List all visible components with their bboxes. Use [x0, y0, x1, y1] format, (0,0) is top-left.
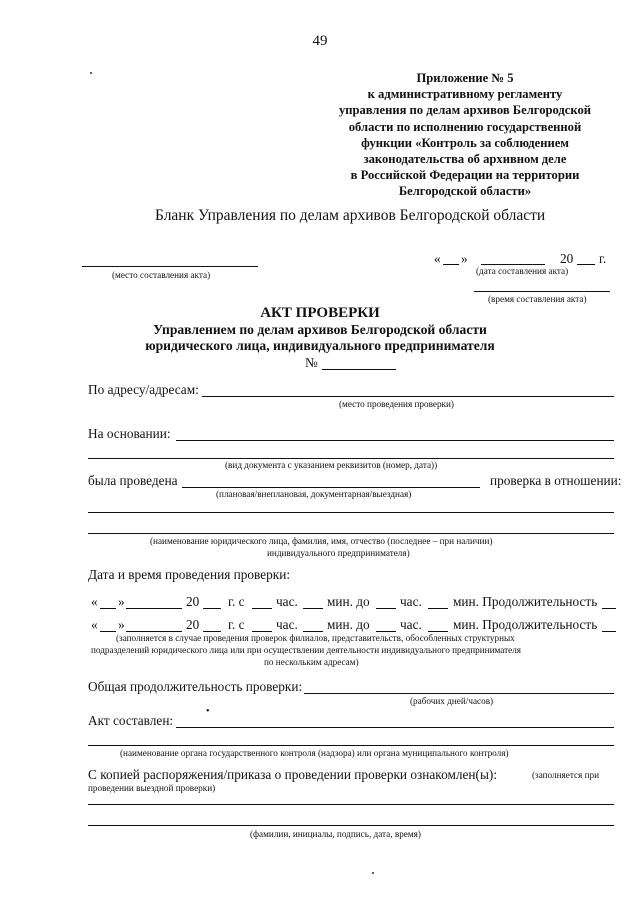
copy-note: (заполняется при: [532, 770, 599, 780]
row2-hour-from-line[interactable]: [252, 631, 272, 632]
row2-day-line[interactable]: [100, 631, 116, 632]
appendix-line: Приложение № 5: [416, 71, 514, 85]
month-line[interactable]: [481, 264, 545, 265]
act-subtitle: [0, 322, 640, 354]
quote-close: »: [461, 251, 468, 266]
entity-line-2[interactable]: [88, 533, 614, 534]
address-hint: (место проведения проверки): [339, 399, 454, 409]
year-line[interactable]: [577, 264, 595, 265]
datetime-label: Дата и время проведения проверки:: [88, 567, 291, 582]
row1-min-to: мин. до: [327, 594, 370, 609]
row2-month-line[interactable]: [126, 631, 182, 632]
row2-quote-open: «: [91, 617, 98, 632]
time-label: (время составления акта): [488, 294, 587, 304]
address-line[interactable]: [202, 396, 614, 397]
appendix-block: [300, 70, 630, 200]
page-number: 49: [312, 33, 328, 49]
appendix-line: в Российской Федерации на территории: [350, 168, 580, 183]
place-label: (место составления акта): [112, 270, 211, 280]
date-label: (дата составления акта): [476, 266, 569, 276]
conducted-hint: (плановая/внеплановая, документарная/выездная): [216, 489, 412, 499]
appendix-line: области по исполнению государственной: [348, 119, 582, 134]
basis-line-2[interactable]: [88, 458, 614, 459]
row1-duration-line[interactable]: [602, 608, 616, 609]
basis-label: На основании:: [88, 426, 171, 441]
row1-year-line[interactable]: [203, 608, 221, 609]
row1-quote-open: «: [91, 594, 98, 609]
row1-min-dur: мин. Продолжительность: [453, 594, 598, 609]
row2-year: 20: [186, 617, 200, 632]
entity-line-1[interactable]: [88, 512, 614, 513]
blank-title: Бланк Управления по делам архивов Белгородской области: [155, 207, 546, 224]
act-subtitle-line: Управлением по делам архивов Белгородской области: [153, 322, 487, 337]
place-line[interactable]: [82, 266, 258, 267]
total-label: Общая продолжительность проверки:: [88, 679, 303, 694]
quote-open: «: [434, 251, 441, 266]
row2-hour-to-line[interactable]: [376, 631, 396, 632]
row2-duration-line[interactable]: [602, 631, 616, 632]
act-number-line[interactable]: [322, 369, 396, 370]
act-hint: (наименование органа государственного контроля (надзора) или органа муниципального контроля): [120, 748, 509, 758]
basis-line-1[interactable]: [176, 440, 614, 441]
number-sign: №: [305, 355, 318, 370]
row1-month-line[interactable]: [126, 608, 182, 609]
appendix-line: функции «Контроль за соблюдением: [361, 135, 569, 150]
row1-hours2: час.: [400, 594, 422, 609]
act-subtitle-line: юридического лица, индивидуального предпринимателя: [145, 338, 495, 353]
row1-min-from-line[interactable]: [303, 608, 323, 609]
row1-hour-from-line[interactable]: [252, 608, 272, 609]
total-line[interactable]: [304, 693, 614, 694]
signature-hint: (фамилии, инициалы, подпись, дата, время): [250, 829, 421, 839]
basis-hint: (вид документа с указанием реквизитов (номер, дата)): [225, 460, 438, 470]
conducted-tail: проверка в отношении:: [490, 473, 622, 488]
row2-g-s: г. с: [228, 617, 245, 632]
appendix-line: управления по делам архивов Белгородской: [338, 103, 592, 118]
year-suffix: г.: [599, 251, 607, 266]
row2-min-from-line[interactable]: [303, 631, 323, 632]
copy-note: проведении выездной проверки): [88, 783, 216, 793]
row2-min-to: мин. до: [327, 617, 370, 632]
appendix-line: законодательства об архивном деле: [363, 152, 567, 167]
row1-min-to-line[interactable]: [428, 608, 448, 609]
row1-hours: час.: [276, 594, 298, 609]
row2-hours: час.: [276, 617, 298, 632]
day-line[interactable]: [443, 264, 459, 265]
branches-hint: подразделений юридического лица или при осуществлении деятельности индивидуального предпринимателя: [91, 645, 522, 655]
branches-hint: по нескольким адресам): [264, 657, 359, 667]
row1-day-line[interactable]: [100, 608, 116, 609]
branches-hint: (заполняется в случае проведения проверок филиалов, представительств, обособленных структурных: [116, 633, 515, 643]
scan-dot: [90, 72, 92, 74]
total-hint: (рабочих дней/часов): [410, 696, 494, 706]
row1-year: 20: [186, 594, 200, 609]
signature-line-1[interactable]: [88, 804, 614, 805]
act-label: Акт составлен:: [88, 713, 174, 728]
conducted-line[interactable]: [182, 487, 480, 488]
row2-year-line[interactable]: [203, 631, 221, 632]
entity-hint: (наименование юридического лица, фамилия, имя, отчество (последнее – при наличии): [150, 536, 493, 546]
appendix-line: к административному регламенту: [367, 87, 563, 102]
conducted-label: была проведена: [88, 473, 178, 488]
row2-hours2: час.: [400, 617, 422, 632]
signature-line-2[interactable]: [88, 825, 614, 826]
year-prefix: 20: [560, 251, 574, 266]
act-title: АКТ ПРОВЕРКИ: [260, 305, 380, 321]
appendix-line: Белгородской области»: [398, 184, 532, 199]
act-line-2[interactable]: [88, 745, 614, 746]
row2-quote-close: »: [118, 617, 125, 632]
time-line[interactable]: [474, 291, 610, 292]
row2-min-dur: мин. Продолжительность: [453, 617, 598, 632]
act-line-1[interactable]: [176, 727, 614, 728]
row1-quote-close: »: [118, 594, 125, 609]
row1-hour-to-line[interactable]: [376, 608, 396, 609]
scan-dot: [372, 872, 374, 874]
address-label: По адресу/адресам:: [88, 382, 199, 397]
entity-hint: индивидуального предпринимателя): [267, 548, 410, 558]
copy-label: С копией распоряжения/приказа о проведении проверки ознакомлен(ы):: [88, 767, 498, 782]
row1-g-s: г. с: [228, 594, 245, 609]
act-mark: •: [206, 706, 210, 717]
row2-min-to-line[interactable]: [428, 631, 448, 632]
